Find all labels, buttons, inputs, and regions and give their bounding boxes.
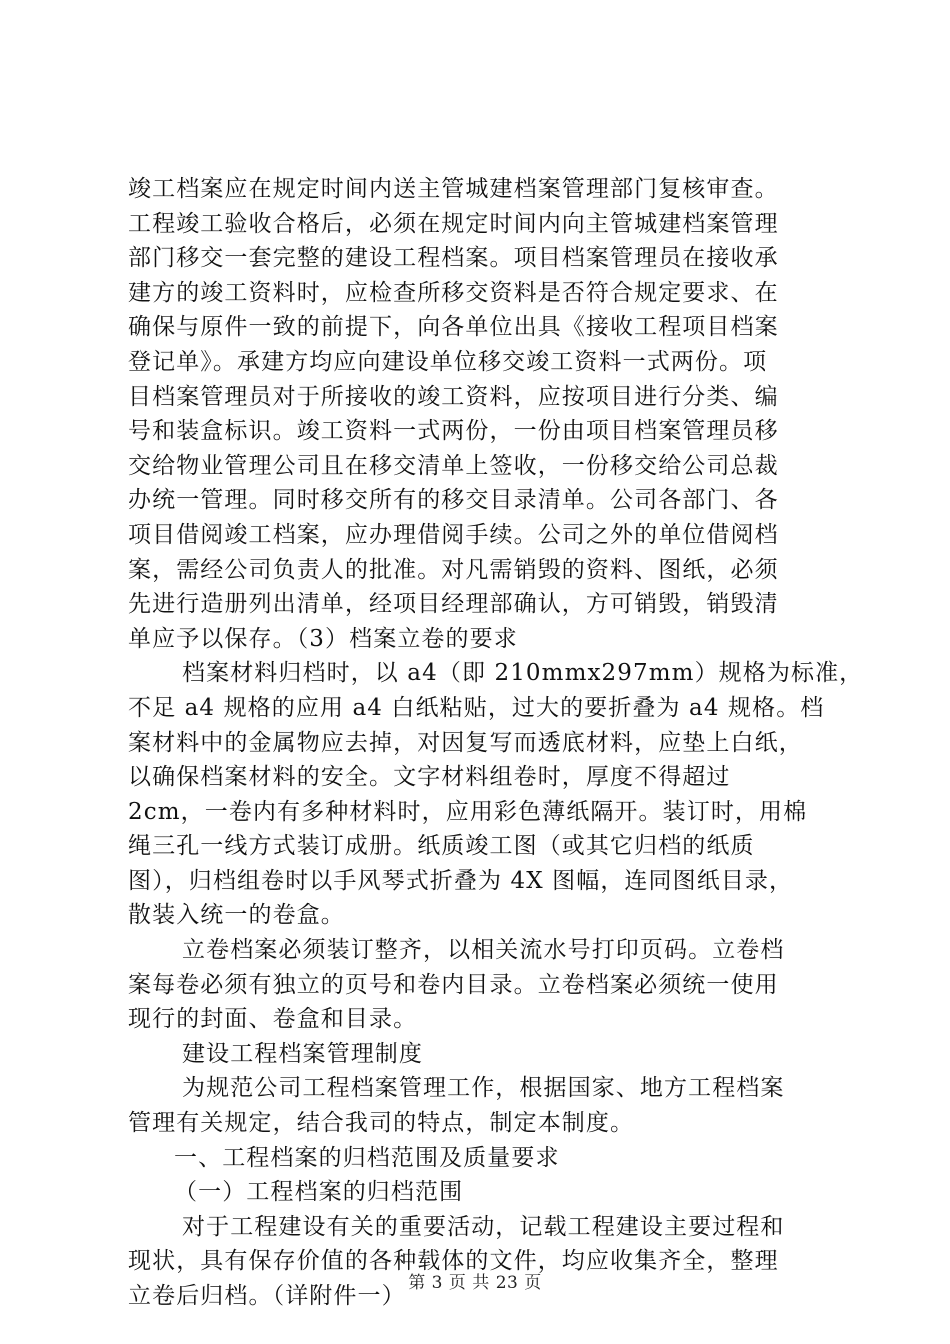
text-line: 立卷后归档。（详附件一） [128,1283,406,1309]
text-line: 号和装盒标识。竣工资料一式两份，一份由项目档案管理员移 [128,418,779,445]
text-line: 绳三孔一线方式装订成册。纸质竣工图（或其它归档的纸质 [128,833,755,860]
text-line: 图），归档组卷时以手风琴式折叠为 4X 图幅，连同图纸目录， [128,867,794,894]
text-line: 目档案管理员对于所接收的竣工资料，应按项目进行分类、编 [128,383,779,410]
text-line: 竣工档案应在规定时间内送主管城建档案管理部门复核审查。 [128,176,779,202]
text-line: 散装入统一的卷盒。 [128,902,345,929]
text-line: 案，需经公司负责人的批准。对凡需销毁的资料、图纸，必须 [128,556,779,583]
section-heading: 建设工程档案管理制度 [182,1040,423,1067]
subsection-heading: 一、工程档案的归档范围及质量要求 [174,1144,560,1171]
text-line: 单应予以保存。（3）档案立卷的要求 [128,625,518,652]
text-line: 以确保档案材料的安全。文字材料组卷时，厚度不得超过 [128,764,731,791]
text-line: 部门移交一套完整的建设工程档案。项目档案管理员在接收承 [128,245,779,272]
text-line: 现状，具有保存价值的各种载体的文件，均应收集齐全，整理 [128,1248,779,1275]
text-line: 项目借阅竣工档案，应办理借阅手续。公司之外的单位借阅档 [128,521,779,548]
text-line: 管理有关规定，结合我司的特点，制定本制度。 [128,1110,635,1137]
paragraph-start-line: 立卷档案必须装订整齐，以相关流水号打印页码。立卷档 [182,937,785,964]
text-line: 工程竣工验收合格后，必须在规定时间内向主管城建档案管理 [128,210,779,237]
page-footer [0,1268,950,1293]
text-line: 现行的封面、卷盒和目录。 [128,1006,418,1033]
paragraph-start-line: 对于工程建设有关的重要活动，记载工程建设主要过程和 [182,1213,785,1240]
text-line: 办统一管理。同时移交所有的移交目录清单。公司各部门、各 [128,487,779,514]
document-body [128,172,864,1314]
text-line: 案材料中的金属物应去掉，对因复写而透底材料，应垫上白纸， [128,729,803,756]
text-line: 案每卷必须有独立的页号和卷内目录。立卷档案必须统一使用 [128,971,779,998]
text-line: 2cm，一卷内有多种材料时，应用彩色薄纸隔开。装订时，用棉 [128,798,808,825]
page-number-label: 第 3 页 共 23 页 [408,1273,542,1293]
subsection-heading: （一）工程档案的归档范围 [174,1179,464,1206]
text-line: 交给物业管理公司且在移交清单上签收，一份移交给公司总裁 [128,452,779,479]
paragraph-start-line: 为规范公司工程档案管理工作，根据国家、地方工程档案 [182,1075,785,1102]
text-line: 建方的竣工资料时，应检查所移交资料是否符合规定要求、在 [128,279,779,306]
paragraph-start-line: 档案材料归档时，以 a4（即 210mmx297mm）规格为标准， [182,660,864,687]
text-line: 登记单》。承建方均应向建设单位移交竣工资料一式两份。项 [128,348,768,375]
text-line: 确保与原件一致的前提下，向各单位出具《接收工程项目档案 [128,314,779,341]
text-line: 先进行造册列出清单，经项目经理部确认，方可销毁，销毁清 [128,591,779,618]
text-line: 不足 a4 规格的应用 a4 白纸粘贴，过大的要折叠为 a4 规格。档 [128,694,825,721]
